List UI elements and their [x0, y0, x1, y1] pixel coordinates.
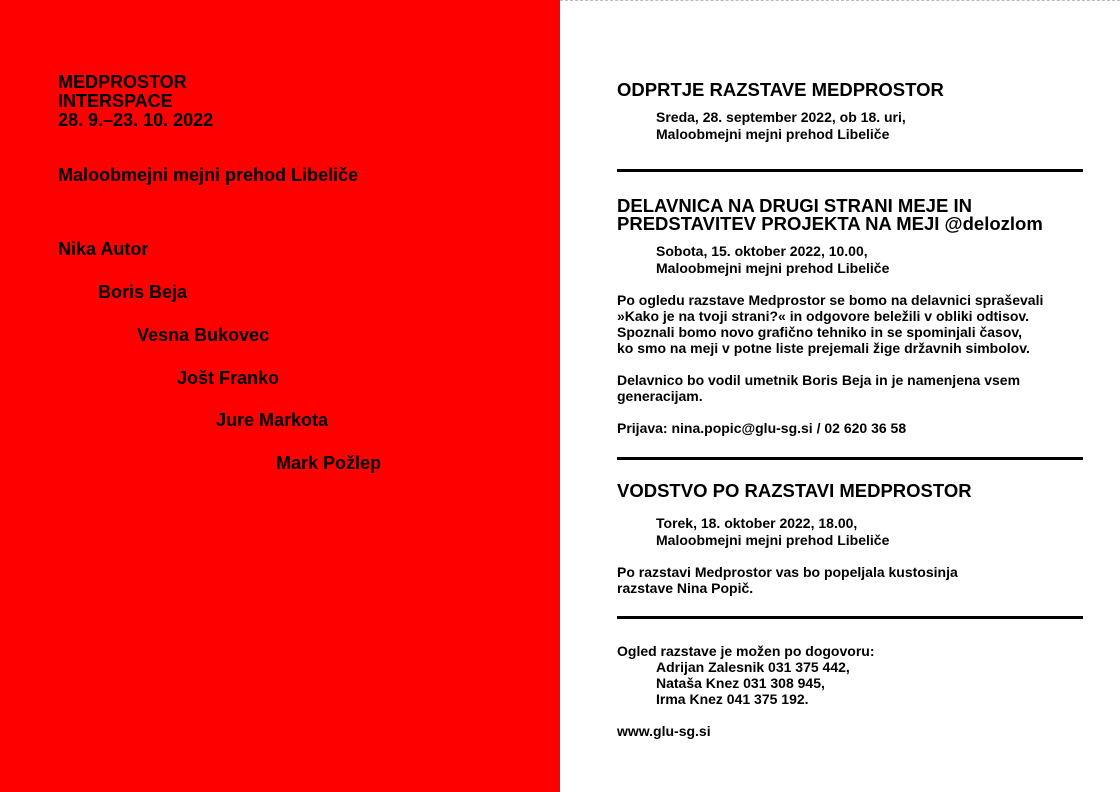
- exhibition-title: [58, 73, 213, 130]
- artist-name: Nika Autor: [58, 239, 149, 259]
- workshop-leader-line: Delavnico bo vodil umetnik Boris Beja in je namenjena vsem: [617, 372, 1021, 388]
- workshop-desc-line: Po ogledu razstave Medprostor se bomo na delavnici spraševali: [617, 292, 1044, 308]
- workshop-signup: Prijava: nina.popic@glu-sg.si / 02 620 36 58: [617, 420, 907, 436]
- contact-intro: Ogled razstave je možen po dogovoru:: [617, 643, 875, 659]
- divider: [617, 457, 1083, 460]
- artist-name: Jure Markota: [216, 410, 329, 430]
- website-link[interactable]: www.glu-sg.si: [617, 723, 711, 739]
- contact-person: Nataša Knez 031 308 945,: [656, 675, 825, 691]
- workshop-desc-line: ko smo na meji v potne liste prejemali žige državnih simbolov.: [617, 340, 1030, 356]
- artist-name: Boris Beja: [98, 282, 188, 302]
- top-border: [560, 0, 1120, 1]
- title-line: MEDPROSTOR: [58, 72, 187, 92]
- tour-desc-line: Po razstavi Medprostor vas bo popeljala kustosinja: [617, 564, 958, 580]
- contact-person: Adrijan Zalesnik 031 375 442,: [656, 659, 850, 675]
- title-line: INTERSPACE: [58, 91, 173, 111]
- artist-name: Vesna Bukovec: [137, 325, 270, 345]
- tour-where: Maloobmejni mejni prehod Libeliče: [656, 532, 890, 548]
- workshop-when: Sobota, 15. oktober 2022, 10.00,: [656, 243, 868, 259]
- opening-heading: ODPRTJE RAZSTAVE MEDPROSTOR: [617, 79, 944, 100]
- workshop-where: Maloobmejni mejni prehod Libeliče: [656, 260, 890, 276]
- workshop-leader-line: generacijam.: [617, 388, 703, 404]
- workshop-heading: DELAVNICA NA DRUGI STRANI MEJE IN: [617, 195, 972, 216]
- tour-when: Torek, 18. oktober 2022, 18.00,: [656, 515, 858, 531]
- opening-when: Sreda, 28. september 2022, ob 18. uri,: [656, 109, 906, 125]
- workshop-desc-line: »Kako je na tvoji strani?« in odgovore beležili v obliki odtisov.: [617, 308, 1030, 324]
- workshop-heading: PREDSTAVITEV PROJEKTA NA MEJI @delozlom: [617, 213, 1043, 234]
- artist-name: Jošt Franko: [177, 368, 280, 388]
- divider: [617, 616, 1083, 619]
- divider: [617, 169, 1083, 172]
- venue: Maloobmejni mejni prehod Libeliče: [58, 165, 359, 185]
- opening-where: Maloobmejni mejni prehod Libeliče: [656, 126, 890, 142]
- tour-heading: VODSTVO PO RAZSTAVI MEDPROSTOR: [617, 480, 972, 501]
- artist-name: Mark Požlep: [276, 453, 382, 473]
- workshop-desc-line: Spoznali bomo novo grafično tehniko in se spominjali časov,: [617, 324, 1023, 340]
- exhibition-dates: 28. 9.–23. 10. 2022: [58, 110, 214, 130]
- tour-desc-line: razstave Nina Popič.: [617, 580, 754, 596]
- contact-person: Irma Knez 041 375 192.: [656, 691, 809, 707]
